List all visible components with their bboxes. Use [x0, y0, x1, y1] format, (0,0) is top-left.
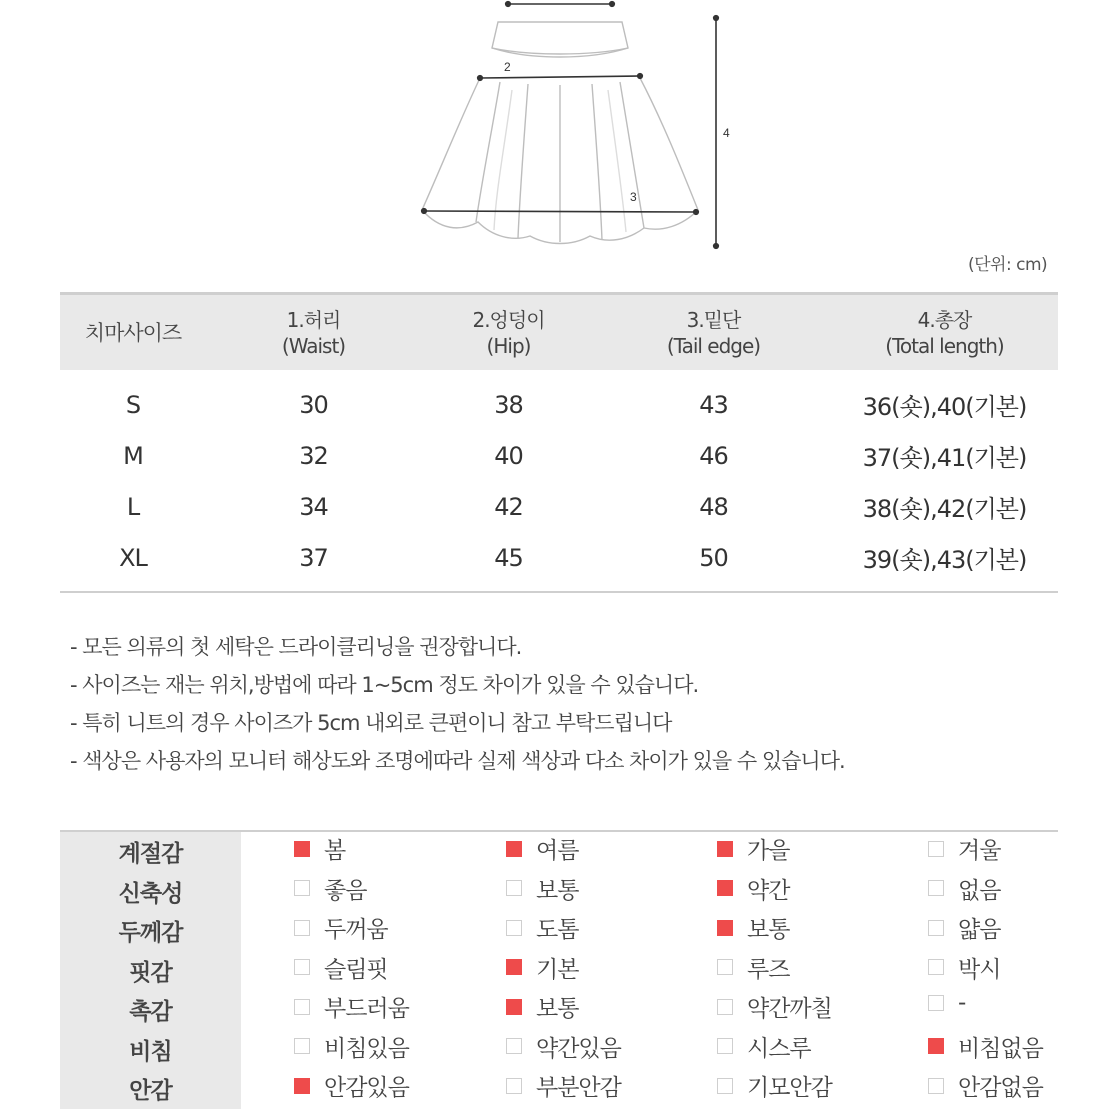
- unchecked-box-icon: [717, 1078, 733, 1094]
- length-cell: 39(숏),43(기본): [862, 546, 1027, 574]
- option-label: 시스루: [747, 1035, 811, 1062]
- header-length: [831, 307, 1058, 359]
- attribute-row: [60, 1030, 1058, 1070]
- table-divider: [60, 583, 1058, 593]
- header-hip: [421, 307, 596, 359]
- attribute-options: [241, 1069, 1058, 1109]
- option-label: -: [958, 990, 966, 1016]
- attribute-option: [506, 911, 578, 944]
- waist-cell: 32: [299, 441, 328, 470]
- hip-cell: 45: [494, 543, 523, 572]
- attribute-option: [928, 990, 965, 1016]
- hip-measure-line: [477, 73, 642, 80]
- header-waist-sub: (Waist): [281, 333, 346, 358]
- option-label: 보통: [747, 917, 790, 943]
- hip-cell: 40: [494, 441, 523, 470]
- attribute-label: 안감: [60, 1069, 241, 1109]
- unchecked-box-icon: [294, 1038, 310, 1054]
- attribute-options: [241, 872, 1058, 912]
- attribute-row: [60, 1069, 1058, 1109]
- attribute-label: 핏감: [60, 951, 241, 991]
- attribute-option: [506, 990, 578, 1023]
- hem-cell: 46: [699, 441, 728, 470]
- option-label: 도톰: [536, 917, 579, 943]
- attribute-options: [241, 911, 1058, 951]
- option-label: 약간까칠: [747, 996, 832, 1022]
- option-label: 슬림핏: [324, 956, 388, 983]
- attribute-row: [60, 872, 1058, 912]
- checked-box-icon: [506, 959, 522, 975]
- option-label: 기모안감: [747, 1075, 832, 1101]
- option-label: 봄: [324, 838, 346, 864]
- hip-cell: 38: [494, 390, 523, 419]
- attribute-options: [241, 951, 1058, 991]
- unchecked-box-icon: [506, 920, 522, 936]
- attribute-option: [717, 911, 789, 944]
- option-label: 기본: [536, 956, 579, 983]
- option-label: 루즈: [747, 956, 790, 983]
- attribute-option: [506, 872, 578, 905]
- attribute-option: [928, 872, 1000, 905]
- attribute-label: 비침: [60, 1030, 241, 1070]
- attribute-option: [717, 872, 789, 905]
- attribute-row: [60, 832, 1058, 872]
- size-cell: M: [123, 441, 143, 470]
- attribute-option: [928, 832, 1000, 865]
- hip-measure-label: 2: [504, 60, 511, 74]
- attribute-label: 두께감: [60, 911, 241, 951]
- header-hip-sub: (Hip): [486, 333, 531, 358]
- checked-box-icon: [506, 999, 522, 1015]
- option-label: 안감있음: [324, 1075, 409, 1101]
- option-label: 보통: [536, 996, 579, 1022]
- unchecked-box-icon: [506, 1038, 522, 1054]
- note-item: - 사이즈는 재는 위치,방법에 따라 1~5cm 정도 차이가 있을 수 있습니다.: [70, 673, 699, 697]
- attribute-option: [506, 832, 578, 865]
- length-cell: 36(숏),40(기본): [862, 393, 1027, 421]
- attribute-option: [294, 1069, 409, 1102]
- size-table: [60, 292, 1058, 593]
- option-label: 보통: [536, 877, 579, 904]
- unchecked-box-icon: [928, 880, 944, 896]
- attribute-options: [241, 1030, 1058, 1070]
- checked-box-icon: [928, 1038, 944, 1054]
- option-label: 비침없음: [958, 1035, 1043, 1062]
- header-size: [60, 320, 206, 346]
- size-table-header: [60, 292, 1058, 370]
- option-label: 약간있음: [536, 1035, 621, 1062]
- checked-box-icon: [506, 841, 522, 857]
- attribute-options: [241, 990, 1058, 1030]
- attribute-option: [294, 1030, 409, 1063]
- hem-cell: 48: [699, 492, 728, 521]
- unchecked-box-icon: [928, 959, 944, 975]
- header-hem: [596, 307, 831, 359]
- unchecked-box-icon: [928, 995, 944, 1011]
- header-length-sub: (Total length): [885, 333, 1004, 358]
- checked-box-icon: [717, 880, 733, 896]
- attribute-option: [928, 911, 1000, 944]
- attribute-option: [506, 1030, 621, 1063]
- attribute-row: [60, 990, 1058, 1030]
- attribute-row: [60, 951, 1058, 991]
- attribute-option: [928, 1030, 1043, 1063]
- option-label: 없음: [958, 877, 1001, 904]
- length-measure-line: [713, 15, 718, 248]
- attribute-option: [294, 911, 388, 944]
- option-label: 얇음: [958, 917, 1001, 943]
- attribute-label: 신축성: [60, 872, 241, 912]
- option-label: 겨울: [958, 838, 1001, 864]
- header-size-label: 치마사이즈: [84, 320, 182, 345]
- attribute-option: [506, 951, 578, 984]
- attribute-option: [928, 1069, 1043, 1102]
- table-row: [60, 532, 1058, 583]
- attribute-option: [717, 990, 832, 1023]
- unchecked-box-icon: [506, 1078, 522, 1094]
- option-label: 안감없음: [958, 1075, 1043, 1101]
- waist-measure-line: [505, 1, 614, 6]
- attribute-option: [506, 1069, 621, 1102]
- option-label: 부분안감: [536, 1075, 621, 1101]
- unchecked-box-icon: [928, 1078, 944, 1094]
- unit-label: (단위: cm): [968, 255, 1048, 275]
- unchecked-box-icon: [294, 999, 310, 1015]
- attribute-option: [928, 951, 1000, 984]
- table-row: [60, 379, 1058, 430]
- option-label: 박시: [958, 956, 1001, 983]
- checked-box-icon: [294, 841, 310, 857]
- attribute-row: [60, 911, 1058, 951]
- attribute-option: [717, 1030, 811, 1063]
- header-hip-label: 2.엉덩이: [472, 307, 545, 332]
- checked-box-icon: [294, 1078, 310, 1094]
- note-item: - 모든 의류의 첫 세탁은 드라이클리닝을 권장합니다.: [70, 635, 522, 659]
- attribute-option: [294, 832, 345, 865]
- unchecked-box-icon: [928, 841, 944, 857]
- unchecked-box-icon: [928, 920, 944, 936]
- attribute-option: [294, 872, 366, 905]
- length-cell: 37(숏),41(기본): [862, 444, 1027, 472]
- header-hem-sub: (Tail edge): [666, 333, 761, 358]
- skirt-measurement-diagram: [400, 0, 740, 255]
- header-waist: [206, 307, 421, 359]
- size-cell: L: [126, 492, 140, 521]
- attribute-option: [717, 951, 789, 984]
- attribute-option: [294, 951, 388, 984]
- size-cell: XL: [119, 543, 147, 572]
- option-label: 가을: [747, 838, 790, 864]
- checked-box-icon: [717, 841, 733, 857]
- attribute-label: 촉감: [60, 990, 241, 1030]
- unchecked-box-icon: [506, 880, 522, 896]
- unchecked-box-icon: [717, 959, 733, 975]
- care-notes: [70, 628, 845, 780]
- option-label: 약간: [747, 877, 790, 904]
- fabric-attributes-table: [60, 830, 1058, 1109]
- hem-cell: 43: [699, 390, 728, 419]
- skirt-outline: [422, 22, 698, 244]
- unchecked-box-icon: [294, 920, 310, 936]
- note-item: - 색상은 사용자의 모니터 해상도와 조명에따라 실제 색상과 다소 차이가 있을 수 있습니다.: [70, 749, 845, 773]
- attribute-options: [241, 832, 1058, 872]
- header-length-label: 4.총장: [917, 307, 972, 332]
- hip-cell: 42: [494, 492, 523, 521]
- length-cell: 38(숏),42(기본): [862, 495, 1027, 523]
- size-cell: S: [125, 390, 141, 419]
- unchecked-box-icon: [294, 880, 310, 896]
- unchecked-box-icon: [294, 959, 310, 975]
- option-label: 부드러움: [324, 996, 409, 1022]
- checked-box-icon: [717, 920, 733, 936]
- unchecked-box-icon: [717, 1038, 733, 1054]
- waist-cell: 30: [299, 390, 328, 419]
- attribute-label: 계절감: [60, 832, 241, 872]
- hem-measure-label: 3: [630, 190, 637, 204]
- hem-cell: 50: [699, 543, 728, 572]
- option-label: 좋음: [324, 877, 367, 904]
- note-item: - 특히 니트의 경우 사이즈가 5cm 내외로 큰편이니 참고 부탁드립니다: [70, 711, 672, 735]
- table-row: [60, 481, 1058, 532]
- attribute-option: [717, 1069, 832, 1102]
- option-label: 비침있음: [324, 1035, 409, 1062]
- header-hem-label: 3.밑단: [686, 307, 741, 332]
- length-measure-label: 4: [723, 126, 730, 140]
- waist-cell: 37: [299, 543, 328, 572]
- header-waist-label: 1.허리: [286, 307, 341, 332]
- waist-cell: 34: [299, 492, 328, 521]
- table-row: [60, 430, 1058, 481]
- option-label: 여름: [536, 838, 579, 864]
- option-label: 두꺼움: [324, 917, 388, 943]
- attribute-option: [717, 832, 789, 865]
- attribute-option: [294, 990, 409, 1023]
- unchecked-box-icon: [717, 999, 733, 1015]
